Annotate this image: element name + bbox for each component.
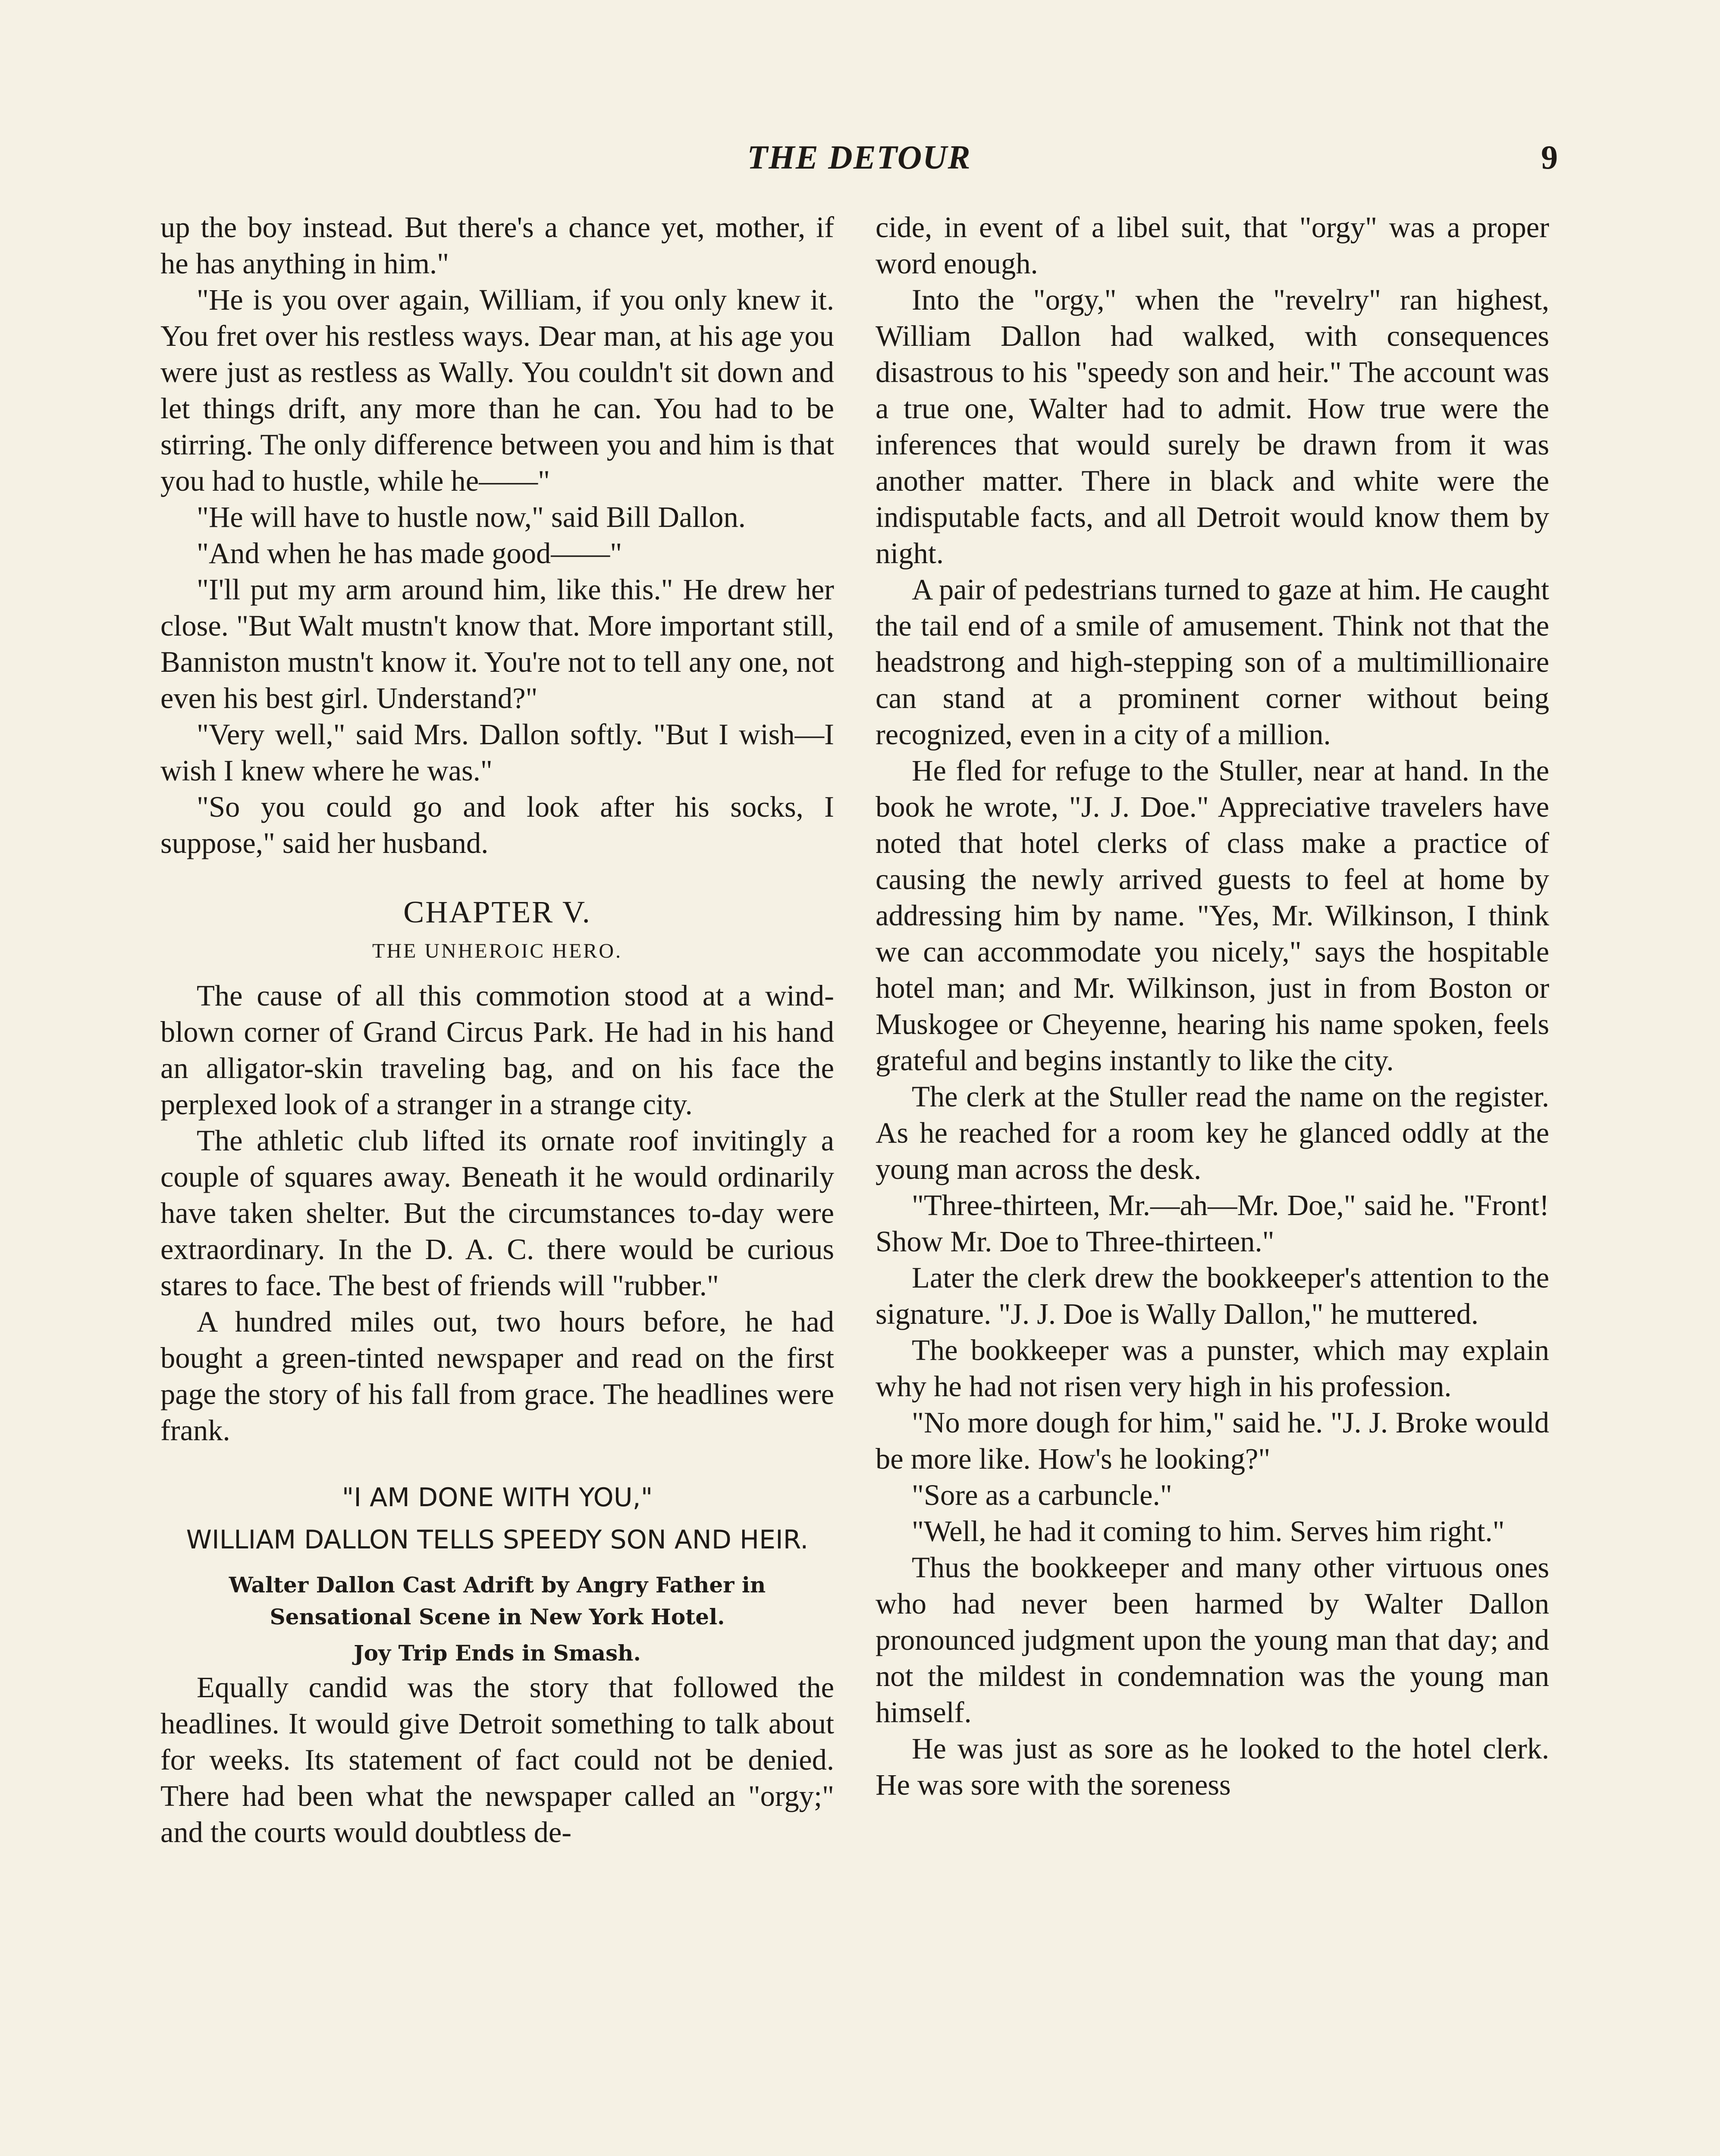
paragraph: "He is you over again, William, if you only knew it. You fret over his restless ways. Dear man, at his age you were just as restless as Wally. You couldn't sit down and let things drift, any more than he can. You had to be stirring. The only difference between you and him is that you had to hustle, while he——" — [160, 283, 834, 497]
paragraph: The clerk at the Stuller read the name on the register. As he reached for a room key he glanced oddly at the young man across the desk. — [876, 1080, 1549, 1185]
paragraph: up the boy instead. But there's a chance yet, mother, if he has anything in him." — [160, 211, 834, 280]
paragraph: "And when he has made good——" — [197, 537, 622, 570]
paragraph: "No more dough for him," said he. "J. J. Broke would be more like. How's he looking?" — [876, 1406, 1549, 1475]
paragraph: "So you could go and look after his socks, I suppose," said her husband. — [160, 790, 834, 859]
paragraph: He fled for refuge to the Stuller, near at hand. In the book he wrote, "J. J. Doe." Appreciative travelers have noted that hotel clerks of class make a practice of causing the newly arrived guests to feel at home by addressing him by name. "Yes, Mr. Wilkinson, I think we can accommodate you nicely," says the hospitable hotel man; and Mr. Wilkinson, just in from Boston or Muskogee or Cheyenne, hearing his name spoken, feels grateful and begins instantly to like the city. — [876, 754, 1549, 1077]
paragraph: "He will have to hustle now," said Bill Dallon. — [197, 501, 746, 533]
paragraph: "Three-thirteen, Mr.—ah—Mr. Doe," said he. "Front! Show Mr. Doe to Three-thirteen." — [876, 1189, 1549, 1258]
chapter-subtitle: THE UNHEROIC HERO. — [372, 940, 622, 962]
paragraph: Later the clerk drew the bookkeeper's attention to the signature. "J. J. Doe is Wally Dallon," he muttered. — [876, 1261, 1549, 1330]
paragraph: Thus the bookkeeper and many other virtuous ones who had never been harmed by Walter Dallon pronounced judgment upon the young man that day; and not the mildest in condemnation was the young man himself. — [876, 1551, 1549, 1729]
newspaper-headline: "I AM DONE WITH YOU," — [342, 1482, 653, 1513]
paragraph: He was just as sore as he looked to the hotel clerk. He was sore with the soreness — [876, 1732, 1549, 1801]
paragraph: Equally candid was the story that followed the headlines. It would give Detroit something to talk about for weeks. Its statement of fact could not be denied. There had been what the newspaper called an "orgy;" and the courts would doubtless de- — [160, 1671, 834, 1849]
left-column — [160, 209, 834, 1850]
newspaper-subhead: Walter Dallon Cast Adrift by Angry Father in Sensational Scene in New York Hotel. — [229, 1572, 766, 1630]
running-title: THE DETOUR — [747, 138, 971, 176]
paragraph: "I'll put my arm around him, like this." He drew her close. "But Walt mustn't know that. More important still, Banniston mustn't know it. You're not to tell any one, not even his best girl. Understand?" — [160, 573, 834, 714]
newspaper-headline: WILLIAM DALLON TELLS SPEEDY SON AND HEIR. — [186, 1525, 809, 1555]
paragraph: The bookkeeper was a punster, which may explain why he had not risen very high in his profession. — [876, 1334, 1549, 1403]
paragraph: cide, in event of a libel suit, that "orgy" was a proper word enough. — [876, 211, 1549, 280]
running-header — [160, 134, 1558, 181]
paragraph: The athletic club lifted its ornate roof invitingly a couple of squares away. Beneath it he would ordinarily have taken shelter. But the circumstances to-day were extraordinary. In the D. A. C. there would be curious stares to face. The best of friends will "rubber." — [160, 1124, 834, 1302]
paragraph: The cause of all this commotion stood at a wind-blown corner of Grand Circus Park. He had in his hand an alligator-skin traveling bag, and on his face the perplexed look of a stranger in a strange city. — [160, 979, 834, 1121]
paragraph: A pair of pedestrians turned to gaze at him. He caught the tail end of a smile of amusement. Think not that the headstrong and high-stepping son of a multimillionaire can stand at a prominent corner without being recognized, even in a city of a million. — [876, 573, 1549, 751]
paragraph: Into the "orgy," when the "revelry" ran highest, William Dallon had walked, with consequences disastrous to his "speedy son and heir." The account was a true one, Walter had to admit. How true were the inferences that would surely be drawn from it was another matter. There in black and white were the indisputable facts, and all Detroit would know them by night. — [876, 283, 1549, 570]
paragraph: "Sore as a carbuncle." — [912, 1479, 1172, 1511]
right-column — [876, 209, 1549, 1803]
paragraph: "Well, he had it coming to him. Serves him right." — [912, 1515, 1505, 1548]
chapter-title: CHAPTER V. — [403, 895, 591, 929]
paragraph: A hundred miles out, two hours before, he had bought a green-tinted newspaper and read on the first page the story of his fall from grace. The headlines were frank. — [160, 1305, 834, 1447]
paragraph: "Very well," said Mrs. Dallon softly. "But I wish—I wish I knew where he was." — [160, 718, 834, 787]
newspaper-subhead: Joy Trip Ends in Smash. — [354, 1640, 641, 1666]
page-number: 9 — [1541, 138, 1558, 176]
